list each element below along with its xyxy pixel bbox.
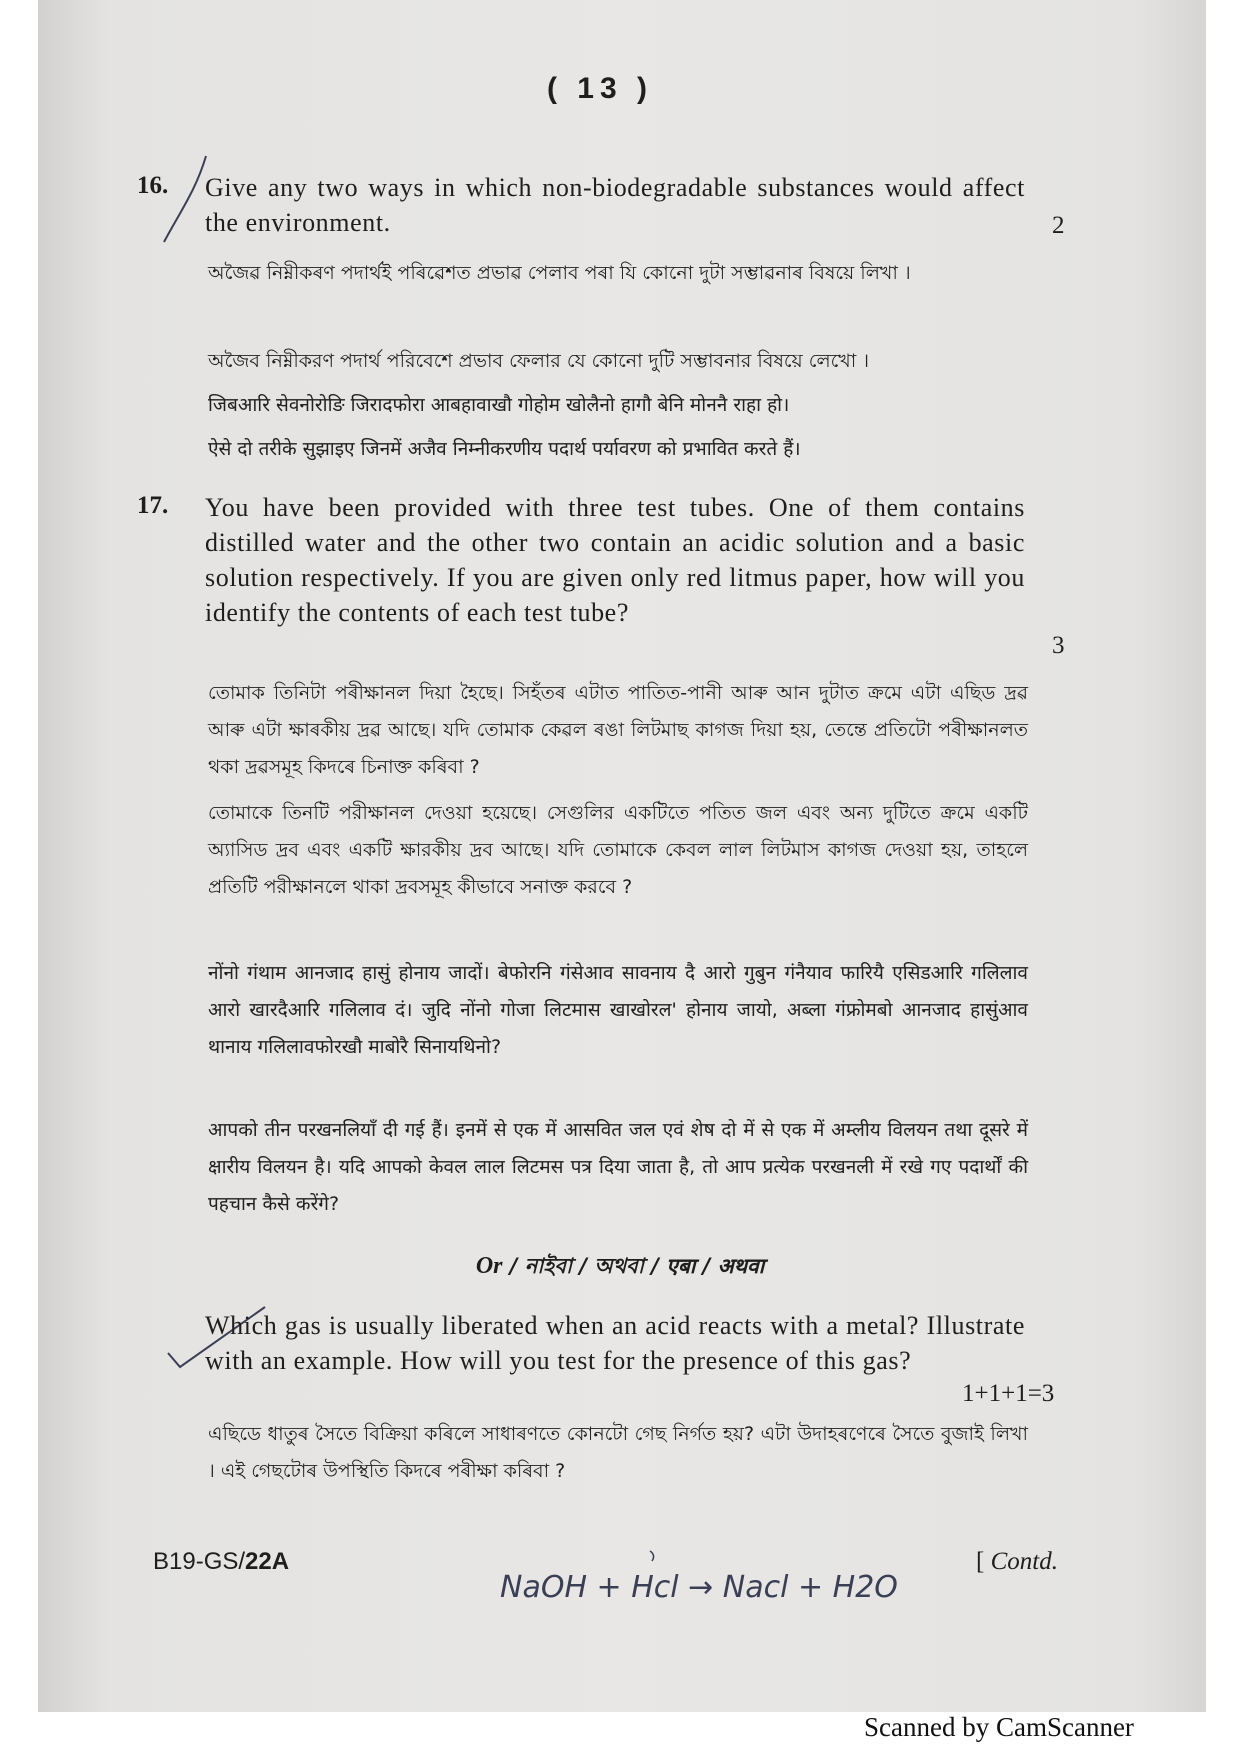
translation-assamese: তোমাক তিনিটা পৰীক্ষানল দিয়া হৈছে। সিহঁতৰ এটাত পাতিত-পানী আৰু আন দুটাত ক্ৰমে এটা এছিড দ্ৰৱ আৰু এটা ক্ষাৰকীয় দ্ৰৱ আছে। যদি তোমাক কেৱল ৰঙা লিটমাছ কাগজ দিয়া হয়, তেন্তে প্ৰতিটো পৰীক্ষানলত থকা দ্ৰৱসমূহ কিদৰে চিনাক্ত কৰিবা ? [208,682,1028,778]
page-number: ( 13 ) [546,72,654,105]
translation-assamese: অজৈৱ নিম্নীকৰণ পদাৰ্থই পৰিৱেশত প্ৰভাৱ পেলাব পৰা যি কোনো দুটা সম্ভাৱনাৰ বিষয়ে লিখা । [208,262,911,284]
handwritten-equation [500,1545,920,1625]
alt-question-text: Which gas is usually liberated when an acid reacts with a metal? Illustrate with an example. How will you test for the presence of this gas? [205,1311,1025,1375]
paper-code [153,1548,289,1576]
alt-question-marks: 1+1+1=3 [962,1380,1055,1407]
alt-translation-assamese: এছিডে ধাতুৰ সৈতে বিক্ৰিয়া কৰিলে সাধাৰণতে কোনটো গেছ নিৰ্গত হয়? এটা উদাহৰণেৰে সৈতে বুজাই লিখা । এই গেছটোৰ উপস্থিতি কিদৰে পৰীক্ষা কৰিবা ? [208,1423,1028,1482]
contd-bracket: [ [976,1548,991,1575]
continued-label [976,1548,1058,1576]
contd-text: Contd. [990,1548,1058,1575]
handwritten-equation-text: NaOH + Hcl → Nacl + H2O [500,1570,898,1605]
question-text: You have been provided with three test tubes. One of them contains distilled water and the other two contain an acidic solution and a basic solution respectively. If you are given only red litmus paper, how will you identify the contents of each test tube? [205,493,1025,627]
translation-bengali: অজৈব নিম্নীকরণ পদার্থ পরিবেশে প্রভাব ফেলার যে কোনো দুটি সম্ভাবনার বিষয়ে লেখো । [208,350,870,372]
translation-bodo: नोंनो गंथाम आनजाद हासुं होनाय जादों। बेफोरनि गंसेआव सावनाय दै आरो गुबुन गंनैयाव फारियै एसिडआरि गलिलाव आरो खारदैआरि गलिलाव दं। जुदि नोंनो गोजा लिटमास खाखोरल' होनाय जायो, अब्ला गंफ्रोमबो आनजाद हासुंआव थानाय गलिलावफोरखौ माबोरै सिनायथिनो? [208,962,1028,1058]
question-text: Give any two ways in which non-biodegradable substances would affect the environment. [205,173,1025,237]
translation-bengali: তোমাকে তিনটি পরীক্ষানল দেওয়া হয়েছে। সেগুলির একটিতে পতিত জল এবং অন্য দুটিতে ক্রমে একটি অ্যাসিড দ্রব এবং একটি ক্ষারকীয় দ্রব আছে। যদি তোমাকে কেবল লাল লিটমাস কাগজ দেওয়া হয়, তাহলে প্রতিটি পরীক্ষানলে থাকা দ্রবসমূহ কীভাবে সনাক্ত করবে ? [208,802,1028,898]
question-marks: 2 [1052,212,1065,239]
scanner-watermark: Scanned by CamScanner [864,1712,1134,1742]
or-translations: / নাইবা / অথবা / एबा / अथवा [502,1254,765,1278]
paper-code-prefix: B19-GS/ [153,1548,246,1575]
translation-bodo: जिबआरि सेवनोरोङि जिरादफोरा आबहावाखौ गोहोम खोलैनो हागौ बेनि मोननै राहा हो। [208,394,790,416]
question-number: 17. [137,492,169,519]
paper-code-set: 22A [245,1548,290,1575]
question-number: 16. [137,172,169,199]
or-separator [0,1250,1240,1285]
translation-hindi: ऐसे दो तरीके सुझाइए जिनमें अजैव निम्नीकरणीय पदार्थ पर्यावरण को प्रभावित करते हैं। [208,438,801,460]
question-marks: 3 [1052,632,1065,659]
or-label: Or [475,1253,503,1279]
translation-hindi: आपको तीन परखनलियाँ दी गई हैं। इनमें से एक में आसवित जल एवं शेष दो में से एक में अम्लीय विलयन तथा दूसरे में क्षारीय विलयन है। यदि आपको केवल लाल लिटमस पत्र दिया जाता है, तो आप प्रत्येक परखनली में रखे गए पदार्थों की पहचान कैसे करेंगे? [208,1119,1028,1215]
